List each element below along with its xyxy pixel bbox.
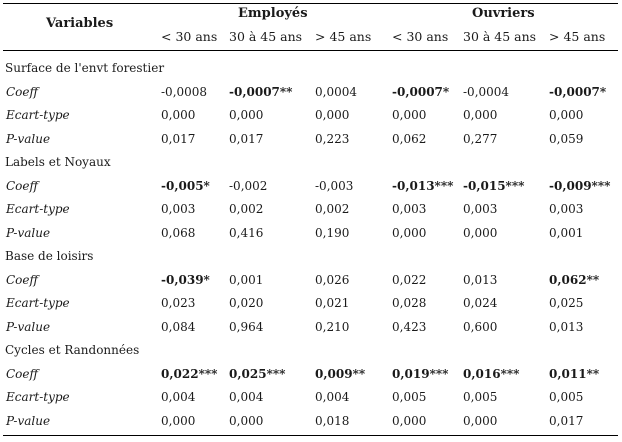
table-cell: -0,003 <box>315 179 354 193</box>
table-cell: 0,059 <box>549 132 584 146</box>
table-cell: 0,022 <box>392 273 427 287</box>
table-cell: 0,600 <box>463 320 498 334</box>
table-cell: 0,024 <box>463 296 498 310</box>
table-cell: 0,210 <box>315 320 350 334</box>
top-rule <box>3 3 618 4</box>
header-age-band: 30 à 45 ans <box>229 29 303 44</box>
table-cell: 0,028 <box>392 296 427 310</box>
table-cell: 0,062** <box>549 273 600 287</box>
table-cell: 0,001 <box>549 226 584 240</box>
table-cell: 0,223 <box>315 132 350 146</box>
table-cell: -0,002 <box>229 179 268 193</box>
row-label: P-value <box>6 320 51 334</box>
header-age-band: 30 à 45 ans <box>463 29 537 44</box>
table-cell: 0,016*** <box>463 367 520 381</box>
table-cell: 0,017 <box>229 132 264 146</box>
table-cell: -0,015*** <box>463 179 525 193</box>
table-cell: 0,005 <box>392 390 427 404</box>
header-age-band: > 45 ans <box>315 29 372 44</box>
row-label: Coeff <box>6 85 39 99</box>
table-cell: 0,000 <box>549 108 584 122</box>
row-label: Ecart-type <box>6 202 70 216</box>
table-cell: 0,000 <box>463 414 498 428</box>
table-cell: 0,023 <box>161 296 196 310</box>
row-label: Coeff <box>6 367 39 381</box>
table-cell: -0,005* <box>161 179 210 193</box>
table-cell: 0,001 <box>229 273 264 287</box>
section-title: Surface de l'envt forestier <box>5 61 165 75</box>
table-cell: 0,062 <box>392 132 427 146</box>
table-cell: -0,0007* <box>392 85 450 99</box>
table-cell: 0,025*** <box>229 367 286 381</box>
table-cell: 0,021 <box>315 296 350 310</box>
row-label: P-value <box>6 414 51 428</box>
header-group-employes: Employés <box>238 6 308 21</box>
table-cell: 0,000 <box>161 414 196 428</box>
table-cell: 0,003 <box>549 202 584 216</box>
table-cell: 0,000 <box>161 108 196 122</box>
table-cell: 0,190 <box>315 226 350 240</box>
row-label: P-value <box>6 226 51 240</box>
row-label: Coeff <box>6 273 39 287</box>
table-cell: 0,009** <box>315 367 366 381</box>
table-cell: 0,002 <box>315 202 350 216</box>
table-cell: 0,000 <box>392 226 427 240</box>
table-cell: -0,039* <box>161 273 210 287</box>
section-title: Labels et Noyaux <box>5 155 111 169</box>
table-cell: 0,003 <box>161 202 196 216</box>
header-age-band: < 30 ans <box>392 29 449 44</box>
table-cell: -0,0007* <box>549 85 607 99</box>
table-cell: 0,004 <box>229 390 264 404</box>
header-age-band: > 45 ans <box>549 29 606 44</box>
header-group-ouvriers: Ouvriers <box>472 6 535 21</box>
table-cell: 0,018 <box>315 414 350 428</box>
table-cell: 0,416 <box>229 226 264 240</box>
header-rule <box>3 50 618 51</box>
table-cell: 0,000 <box>463 226 498 240</box>
table-cell: 0,003 <box>463 202 498 216</box>
table-cell: 0,005 <box>549 390 584 404</box>
table-cell: 0,020 <box>229 296 264 310</box>
table-cell: 0,000 <box>392 108 427 122</box>
section-title: Base de loisirs <box>5 249 94 263</box>
row-label: Coeff <box>6 179 39 193</box>
table-cell: 0,000 <box>229 108 264 122</box>
table-cell: 0,004 <box>315 390 350 404</box>
table-cell: 0,002 <box>229 202 264 216</box>
table-cell: -0,0008 <box>161 85 208 99</box>
row-label: P-value <box>6 132 51 146</box>
table-cell: 0,025 <box>549 296 584 310</box>
table-cell: 0,017 <box>549 414 584 428</box>
table-cell: 0,084 <box>161 320 196 334</box>
table-cell: 0,019*** <box>392 367 449 381</box>
table-cell: -0,0007** <box>229 85 293 99</box>
header-age-band: < 30 ans <box>161 29 218 44</box>
table-cell: -0,009*** <box>549 179 611 193</box>
table-cell: 0,013 <box>463 273 498 287</box>
table-cell: 0,004 <box>161 390 196 404</box>
header-variables: Variables <box>46 16 114 31</box>
table-cell: -0,013*** <box>392 179 454 193</box>
bottom-rule <box>3 435 618 436</box>
row-label: Ecart-type <box>6 390 70 404</box>
row-label: Ecart-type <box>6 296 70 310</box>
table-cell: 0,013 <box>549 320 584 334</box>
table-cell: -0,0004 <box>463 85 510 99</box>
row-label: Ecart-type <box>6 108 70 122</box>
section-title: Cycles et Randonnées <box>5 343 140 357</box>
table-cell: 0,964 <box>229 320 264 334</box>
table-cell: 0,000 <box>392 414 427 428</box>
table-cell: 0,017 <box>161 132 196 146</box>
table-cell: 0,000 <box>463 108 498 122</box>
table-cell: 0,277 <box>463 132 498 146</box>
table-cell: 0,003 <box>392 202 427 216</box>
table-cell: 0,022*** <box>161 367 218 381</box>
table-cell: 0,005 <box>463 390 498 404</box>
table-cell: 0,000 <box>229 414 264 428</box>
table-cell: 0,011** <box>549 367 600 381</box>
table-cell: 0,026 <box>315 273 350 287</box>
table-cell: 0,000 <box>315 108 350 122</box>
table-cell: 0,068 <box>161 226 196 240</box>
table-cell: 0,423 <box>392 320 427 334</box>
table-cell: 0,0004 <box>315 85 357 99</box>
